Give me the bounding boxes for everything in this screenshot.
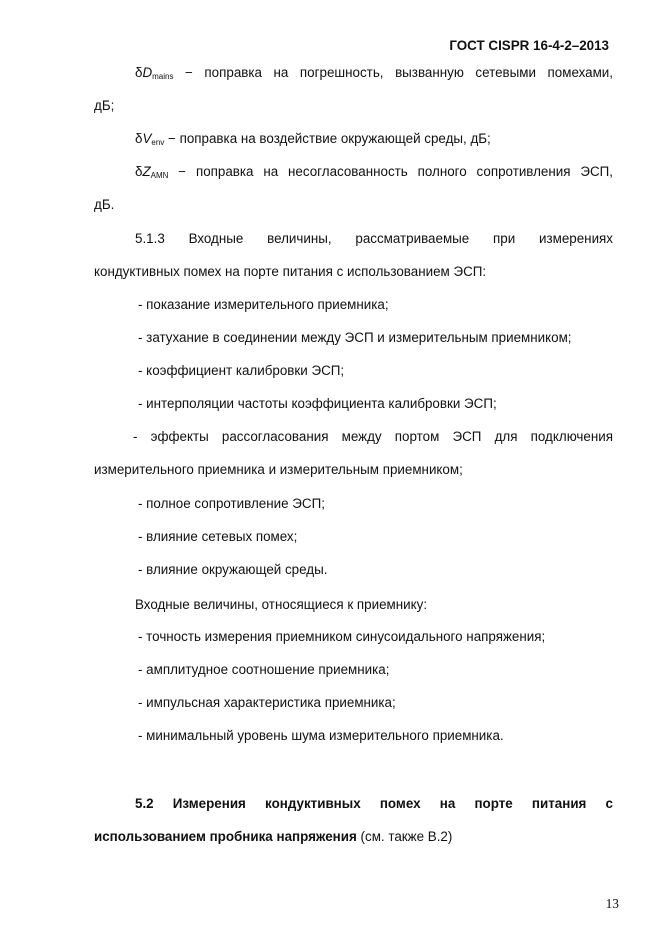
correction-text: − поправка на несогласованность полного сопротивления ЭСП,: [178, 164, 613, 179]
section-52-line2: [94, 829, 452, 845]
list-item: - точность измерения приемником синусоидального напряжения;: [138, 629, 546, 644]
document-header: ГОСТ CISPR 16-4-2–2013: [449, 38, 609, 53]
correction-symbol: $\delta Z_{AMN}$: [135, 164, 169, 180]
section-513-line2: кондуктивных помех на порте питания с использованием ЭСП:: [94, 264, 487, 279]
correction-symbol: $\delta V_{env}$: [135, 131, 165, 147]
correction-amn-line: [135, 164, 613, 180]
list-item: - импульсная характеристика приемника;: [138, 695, 396, 710]
correction-text: − поправка на погрешность, вызванную сетевыми помехами,: [185, 65, 613, 80]
list-item: - интерполяции частоты коэффициента калибровки ЭСП;: [138, 396, 497, 411]
section-52-heading: 5.2 Измерения кондуктивных помех на порте питания с: [135, 796, 613, 811]
list-item: - влияние сетевых помех;: [138, 529, 298, 544]
page-number: 13: [605, 896, 619, 911]
correction-amn-cont: дБ.: [94, 197, 115, 212]
section-52-note: (см. также В.2): [356, 829, 453, 844]
correction-symbol: $\delta D_{mains}$: [135, 65, 174, 81]
list-item: - затухание в соединении между ЭСП и измерительным приемником;: [138, 330, 572, 345]
list-item: - амплитудное соотношение приемника;: [138, 662, 390, 677]
list-item: - показание измерительного приемника;: [138, 297, 389, 312]
list-item: - влияние окружающей среды.: [138, 562, 328, 577]
section-52-heading-cont: использованием пробника напряжения: [94, 829, 357, 844]
correction-env-line: [135, 131, 491, 147]
list-item-mismatch-cont: измерительного приемника и измерительным приемником;: [94, 462, 463, 477]
correction-mains-cont: дБ;: [94, 98, 115, 113]
list-item-mismatch: - эффекты рассогласования между портом ЭСП для подключения: [133, 429, 613, 444]
list-item: - коэффициент калибровки ЭСП;: [138, 363, 345, 378]
correction-mains-line: [135, 65, 613, 81]
list-item: - минимальный уровень шума измерительного приемника.: [138, 728, 504, 743]
section-513-line1: 5.1.3 Входные величины, рассматриваемые при измерениях: [135, 231, 613, 246]
correction-text: − поправка на воздействие окружающей среды, дБ;: [168, 131, 491, 146]
receiver-intro: Входные величины, относящиеся к приемнику:: [135, 597, 428, 612]
list-item: - полное сопротивление ЭСП;: [138, 496, 325, 511]
